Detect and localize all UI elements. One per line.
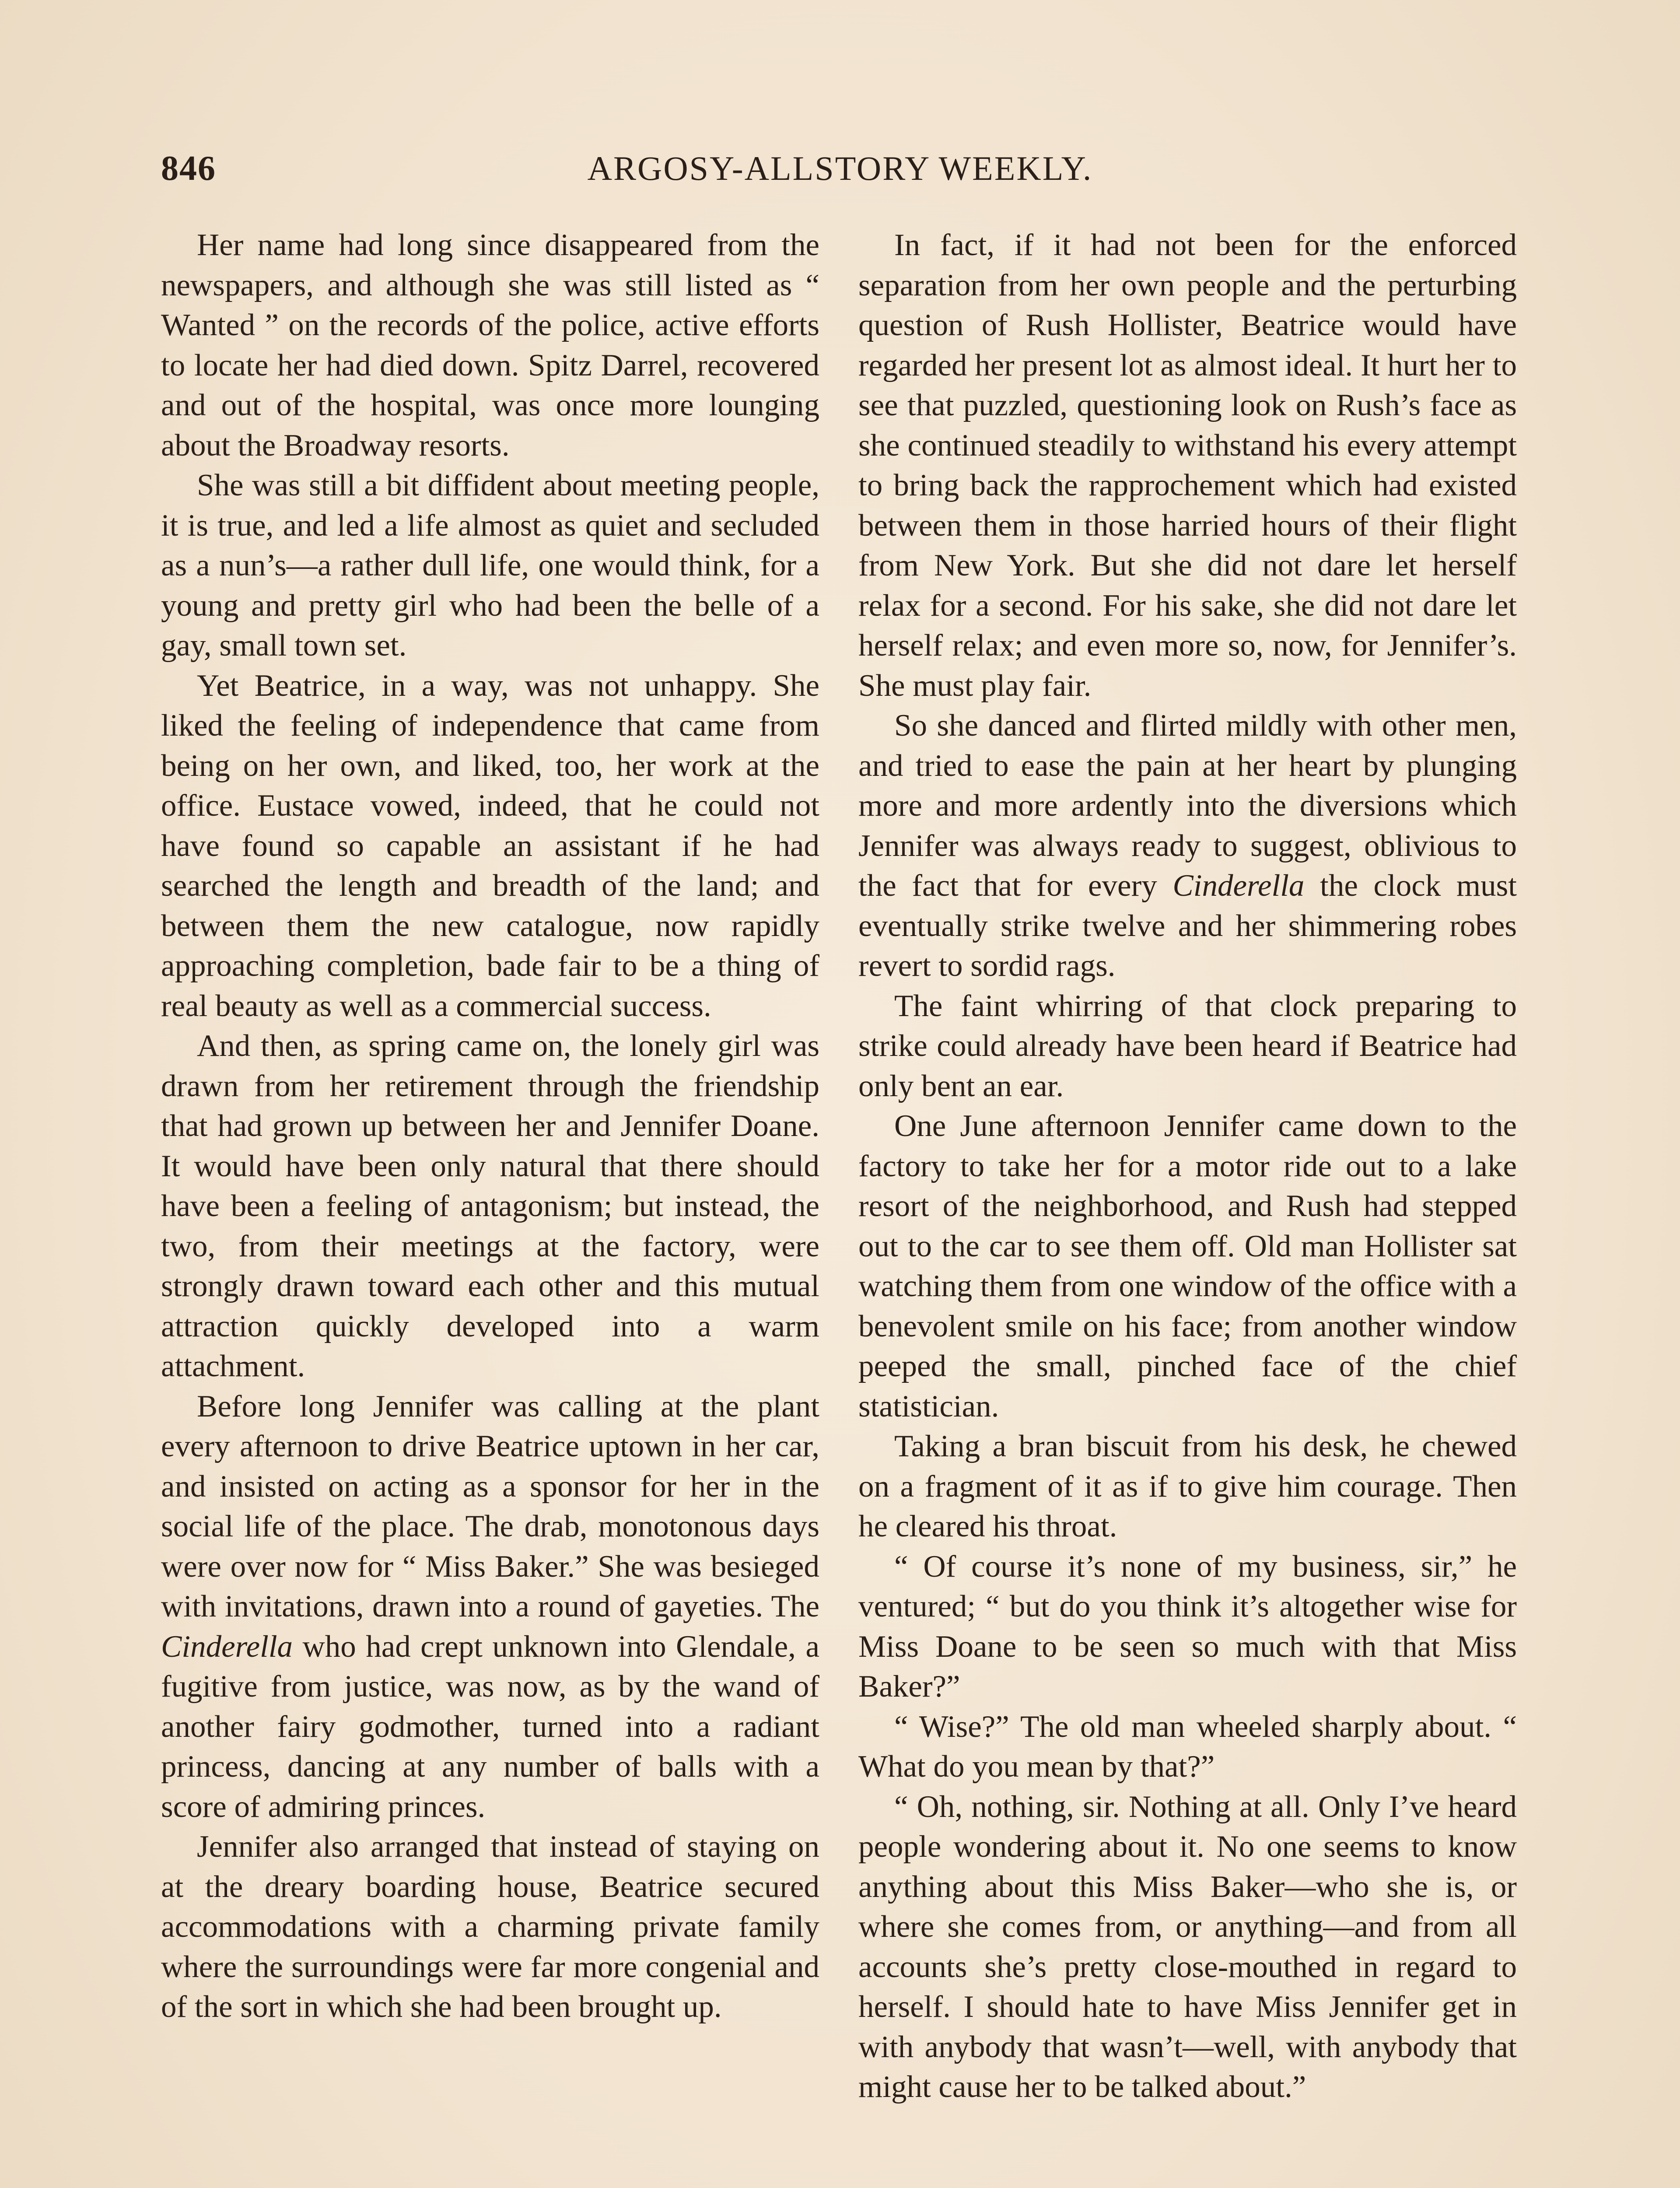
paragraph: So she danced and flirted mildly with other men, and tried to ease the pain at her heart by plunging more and more ardently into the diversions which Jennifer was always ready to suggest, oblivious to the fact that for every Cinderella the clock must eventually strike twelve and her shimmering robes revert to sordid rags.: [858, 708, 1517, 983]
left-column: [161, 225, 819, 2027]
paragraph: In fact, if it had not been for the enforced separation from her own people and the perturbing question of Rush Hollister, Beatrice would have regarded her present lot as almost ideal. It hurt her to see that puzzled, questioning look on Rush’s face as she continued steadily to withstand his every attempt to bring back the rapprochement which had existed between them in those harried hours of their flight from New York. But she did not dare let herself relax for a second. For his sake, she did not dare let herself relax; and even more so, now, for Jennifer’s. She must play fair.: [858, 228, 1517, 703]
paragraph: Taking a bran biscuit from his desk, he chewed on a fragment of it as if to give him courage. Then he cleared his throat.: [858, 1429, 1517, 1543]
paragraph: Jennifer also arranged that instead of staying on at the dreary boarding house, Beatrice secured accommodations with a charming private family where the surroundings were far more congenial and of the sort in which she had been brought up.: [161, 1830, 819, 2024]
paragraph: “ Oh, nothing, sir. Nothing at all. Only I’ve heard people wondering about it. No one seems to know anything about this Miss Baker—who she is, or where she comes from, or anything—and from all accounts she’s pretty close-mouthed in regard to herself. I should hate to have Miss Jennifer get in with anybody that wasn’t—well, with anybody that might cause her to be talked about.”: [858, 1789, 1517, 2104]
paragraph: “ Wise?” The old man wheeled sharply about. “ What do you mean by that?”: [858, 1709, 1517, 1784]
paragraph: And then, as spring came on, the lonely girl was drawn from her retirement through the friendship that had grown up between her and Jennifer Doane. It would have been only natural that there should have been a feeling of antagonism; but instead, the two, from their meetings at the factory, were strongly drawn toward each other and this mutual attraction quickly developed into a warm attachment.: [161, 1029, 819, 1383]
right-column: [858, 225, 1517, 2107]
paragraph: Before long Jennifer was calling at the plant every afternoon to drive Beatrice uptown in her car, and insisted on acting as a sponsor for her in the social life of the place. The drab, monotonous days were over now for “ Miss Baker.” She was besieged with invitations, drawn into a round of gayeties. The Cinderella who had crept unknown into Glendale, a fugitive from justice, was now, as by the wand of another fairy godmother, turned into a radiant princess, dancing at any number of balls with a score of admiring princes.: [161, 1389, 819, 1824]
paragraph: One June afternoon Jennifer came down to the factory to take her for a motor ride out to a lake resort of the neighborhood, and Rush had stepped out to the car to see them off. Old man Hollister sat watching them from one window of the office with a benevolent smile on his face; from another window peeped the small, pinched face of the chief statistician.: [858, 1109, 1517, 1424]
page-number: 846: [161, 149, 216, 188]
paragraph: Her name had long since disappeared from the newspapers, and although she was still listed as “ Wanted ” on the records of the police, active efforts to locate her had died down. Spitz Darrel, recovered and out of the hospital, was once more lounging about the Broadway resorts.: [161, 228, 819, 463]
paragraph: Yet Beatrice, in a way, was not unhappy. She liked the feeling of independence that came from being on her own, and liked, too, her work at the office. Eustace vowed, indeed, that he could not have found so capable an assistant if he had searched the length and breadth of the land; and between them the new catalogue, now rapidly approaching completion, bade fair to be a thing of real beauty as well as a commercial success.: [161, 668, 819, 1023]
paragraph: The faint whirring of that clock preparing to strike could already have been heard if Beatrice had only bent an ear.: [858, 989, 1517, 1103]
paragraph: “ Of course it’s none of my business, sir,” he ventured; “ but do you think it’s altogether wise for Miss Doane to be seen so much with that Miss Baker?”: [858, 1549, 1517, 1704]
running-head: ARGOSY-ALLSTORY WEEKLY.: [587, 149, 1093, 187]
page-header: [161, 149, 1519, 197]
paragraph: She was still a bit diffident about meeting people, it is true, and led a life almost as quiet and secluded as a nun’s—a rather dull life, one would think, for a young and pretty girl who had been the belle of a gay, small town set.: [161, 468, 819, 663]
